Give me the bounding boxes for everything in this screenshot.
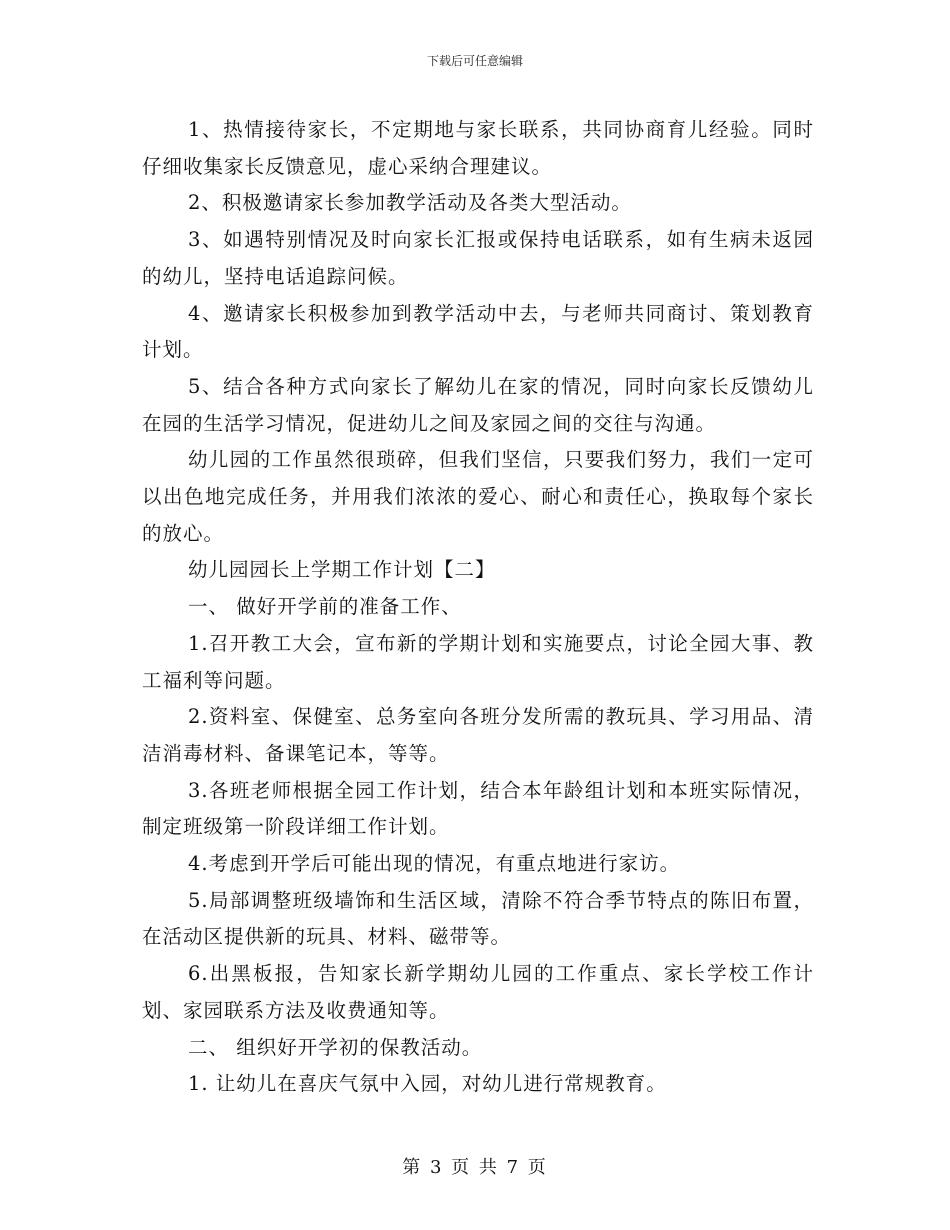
section-heading-1: 一、 做好开学前的准备工作、 <box>188 595 462 619</box>
section-title: 幼儿园园长上学期工作计划【二】 <box>188 558 496 582</box>
paragraph-4: 4、邀请家长积极参加到教学活动中去，与老师共同商讨、策划教育计划。 <box>142 301 814 362</box>
paragraph-12: 4.考虑到开学后可能出现的情况，有重点地进行家访。 <box>188 852 681 876</box>
paragraph-11: 3.各班老师根据全园工作计划，结合本年龄组计划和本班实际情况，制定班级第一阶段详细工作计划。 <box>142 778 814 839</box>
document-body <box>142 112 814 1103</box>
paragraph-13: 5.局部调整班级墙饰和生活区域，清除不符合季节特点的陈旧布置，在活动区提供新的玩具、材料、磁带等。 <box>142 888 814 949</box>
section-heading-2: 二、 组织好开学初的保教活动。 <box>188 1035 483 1059</box>
paragraph-2: 2、积极邀请家长参加教学活动及各类大型活动。 <box>188 191 632 215</box>
paragraph-14: 6.出黑板报，告知家长新学期幼儿园的工作重点、家长学校工作计划、家园联系方法及收费通知等。 <box>142 962 814 1022</box>
paragraph-6: 幼儿园的工作虽然很琐碎，但我们坚信，只要我们努力，我们一定可以出色地完成任务，并用我们浓浓的爱心、耐心和责任心，换取每个家长的放心。 <box>142 448 814 545</box>
paragraph-9: 1.召开教工大会，宣布新的学期计划和实施要点，讨论全园大事、教工福利等问题。 <box>142 631 814 692</box>
paragraph-1: 1、热情接待家长，不定期地与家长联系，共同协商育儿经验。同时仔细收集家长反馈意见，虚心采纳合理建议。 <box>142 118 814 178</box>
paragraph-10: 2.资料室、保健室、总务室向各班分发所需的教玩具、学习用品、清洁消毒材料、备课笔记本，等等。 <box>142 705 814 765</box>
paragraph-5: 5、结合各种方式向家长了解幼儿在家的情况，同时向家长反馈幼儿在园的生活学习情况，促进幼儿之间及家园之间的交往与沟通。 <box>142 374 814 435</box>
header-note: 下载后可任意编辑 <box>426 54 523 68</box>
paragraph-3: 3、如遇特别情况及时向家长汇报或保持电话联系，如有生病未返园的幼儿，坚持电话追踪问候。 <box>142 228 814 288</box>
paragraph-16: 1. 让幼儿在喜庆气氛中入园，对幼儿进行常规教育。 <box>188 1072 667 1096</box>
page-number: 第 3 页 共 7 页 <box>402 1157 548 1178</box>
